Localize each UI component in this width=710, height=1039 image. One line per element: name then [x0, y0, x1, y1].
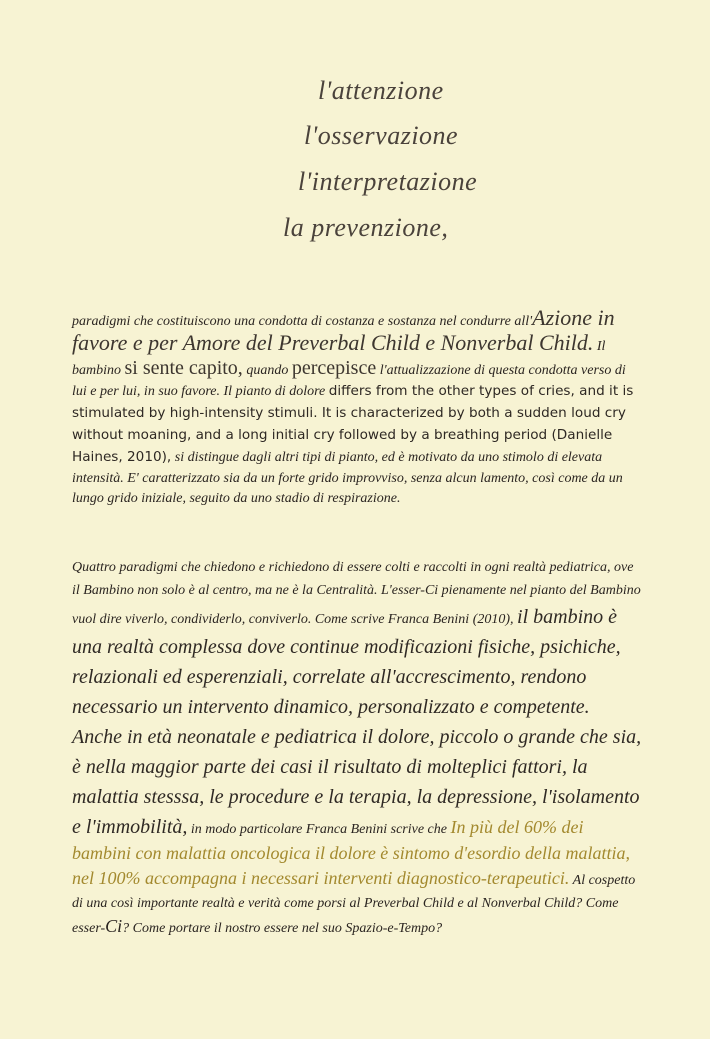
text-run: Quattro paradigmi che chiedono e richiedono di essere colti e raccolti in ogni realtà pediatrica, ove il Bambino non solo è al centro, ma ne è la Centralità. L'esser-Ci pienamente nel pianto del Bambino vuol dire viverlo, condividerlo, conviverlo. Come scrive Franca Benini (2010), [72, 560, 641, 627]
text-run: ? Come portare il nostro essere nel suo Spazio-e-Tempo? [122, 921, 443, 936]
heading-line: l'attenzione [318, 76, 444, 105]
emphasis-run: Ci [105, 916, 123, 936]
oncology-quote: In più del 60% dei bambini con malattia oncologica il dolore è sintomo d'esordio della malattia, nel 100% accompagna i necessari interventi diagnostico-terapeutici. [72, 817, 630, 888]
text-run: si distingue dagli altri tipi di pianto, ed è motivato da uno stimolo di elevata intensità. E' caratterizzato sia da un forte grido improvviso, senza alcun lamento, così come da un lungo grido iniziale, seguito da uno stadio di respirazione. [72, 449, 623, 507]
benini-quote: il bambino è una realtà complessa dove continue modificazioni fisiche, psichiche, relazionali ed esperenziali, correlate all'accrescimento, rendono necessario un intervento dinamico, personalizzato e competente. Anche in età neonatale e pediatrica il dolore, piccolo o grande che sia, è nella maggior parte dei casi il risultato di molteplici fattori, la malattia stesssa, le procedure e la terapia, la depressione, l'isolamento e l'immobilità, [72, 606, 642, 838]
text-run: Al cospetto di una così importante realtà e verità come porsi al Preverbal Child e al Nonverbal Child? Come esser- [72, 873, 636, 936]
text-run: all' [514, 314, 533, 329]
text-run: paradigmi che costituiscono una condotta di costanza e sostanza nel condurre [72, 314, 515, 329]
heading-line: la prevenzione, [283, 213, 449, 242]
emphasis-run: Azione in favore e per Amore del Preverbal Child e Nonverbal Child. [72, 305, 615, 355]
text-run: Il bambino [72, 338, 606, 378]
emphasis-run: si sente capito, [124, 356, 243, 379]
text-run: l'attualizzazione di questa condotta verso di lui e per lui, in suo favore. Il pianto di dolore [72, 362, 626, 400]
paragraph-benini [72, 556, 642, 940]
heading-line: l'interpretazione [298, 167, 478, 196]
text-run: quando [242, 362, 292, 378]
text-run: in modo particolare Franca Benini scrive che [187, 822, 451, 837]
paragraph-paradigms [72, 305, 640, 510]
emphasis-run: percepisce [291, 356, 377, 379]
heading-line: l'osservazione [304, 121, 459, 150]
english-quote: differs from the other types of cries, and it is stimulated by high-intensity stimuli. It is characterized by both a sudden loud cry without moaning, and a long initial cry followed by a breathing period (Danielle Haines, 2010), [72, 383, 634, 465]
